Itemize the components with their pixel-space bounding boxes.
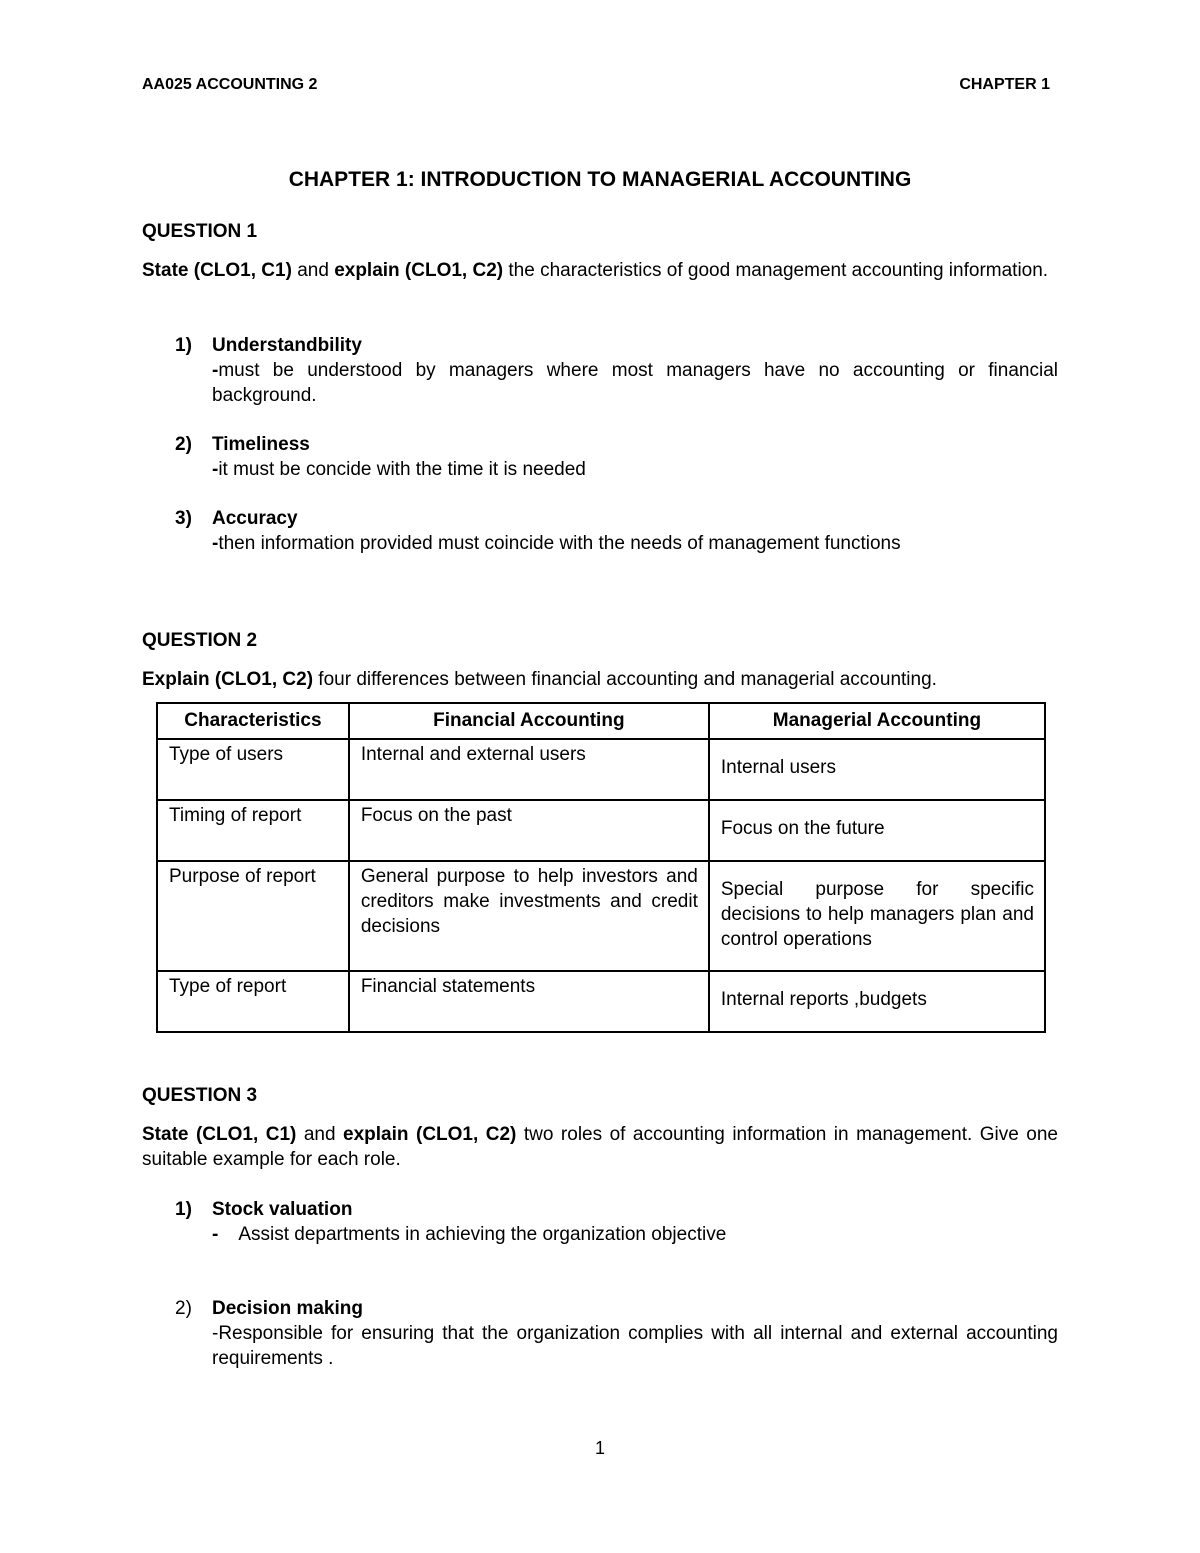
table-row [157, 800, 1045, 861]
page-title: CHAPTER 1: INTRODUCTION TO MANAGERIAL ACCOUNTING [288, 168, 912, 191]
q3-prompt-bold-1: State (CLO1, C1) [142, 1124, 297, 1145]
question-2-label: QUESTION 2 [142, 630, 258, 651]
table-cell-managerial: Focus on the future [709, 800, 1045, 861]
question-3-label: QUESTION 3 [142, 1085, 258, 1106]
q1-item-number: 1) [175, 335, 192, 356]
q1-item-heading: Understandbility [212, 335, 362, 356]
table-cell-characteristic: Type of report [157, 971, 349, 1032]
question-1-label: QUESTION 1 [142, 221, 258, 242]
table-cell-managerial: Internal users [709, 739, 1045, 800]
table-row [157, 971, 1045, 1032]
table-row [157, 861, 1045, 971]
question-3-prompt [142, 1122, 1058, 1172]
q1-item-description [212, 457, 1058, 482]
q3-prompt-text-2: two roles of accounting information in management. Give one suitable example for each role. [142, 1124, 1058, 1170]
question-2-prompt [142, 667, 1058, 692]
q1-item [175, 506, 1058, 556]
dash: - [212, 1224, 219, 1245]
q1-prompt-text-2: the characteristics of good management accounting information. [503, 260, 1049, 281]
q1-item [175, 432, 1058, 482]
table-cell-managerial: Special purpose for specific decisions to help managers plan and control operations [709, 861, 1045, 971]
q3-item [175, 1197, 1058, 1247]
q3-prompt-bold-2: explain (CLO1, C2) [343, 1124, 517, 1145]
q3-item-number: 2) [175, 1298, 192, 1319]
q3-item [175, 1296, 1058, 1371]
table-cell-characteristic: Purpose of report [157, 861, 349, 971]
header-chapter: CHAPTER 1 [959, 76, 1050, 93]
header-course: AA025 ACCOUNTING 2 [142, 76, 318, 93]
q1-item-description-text: then information provided must coincide with the needs of management functions [218, 533, 901, 554]
q1-prompt-text-1: and [291, 260, 335, 281]
q3-item-description [212, 1321, 1058, 1371]
dash: - [212, 1323, 219, 1344]
q1-item-description [212, 531, 1058, 556]
q3-prompt-text-1: and [296, 1124, 344, 1145]
q3-item-description [212, 1222, 1058, 1247]
q2-prompt-bold-1: Explain (CLO1, C2) [142, 669, 314, 690]
table-cell-financial: Financial statements [349, 971, 709, 1032]
q3-item-description-text: Responsible for ensuring that the organization complies with all internal and external accounting requirements . [212, 1323, 1058, 1369]
q1-item-heading: Timeliness [212, 434, 310, 455]
q1-item-number: 2) [175, 434, 192, 455]
q3-item-number: 1) [175, 1199, 192, 1220]
q1-item-description [212, 358, 1058, 408]
table-cell-managerial: Internal reports ,budgets [709, 971, 1045, 1032]
q2-prompt-text-1: four differences between financial accounting and managerial accounting. [313, 669, 937, 690]
q1-item [175, 333, 1058, 408]
dash: - [212, 459, 219, 480]
table-cell-characteristic: Timing of report [157, 800, 349, 861]
q3-item-heading: Decision making [212, 1298, 363, 1319]
table-header-managerial: Managerial Accounting [709, 703, 1045, 739]
q3-item-heading: Stock valuation [212, 1199, 353, 1220]
table-cell-characteristic: Type of users [157, 739, 349, 800]
q3-item-description-text: Assist departments in achieving the organization objective [238, 1224, 727, 1245]
dash: - [212, 360, 219, 381]
comparison-table [156, 702, 1046, 1033]
q1-item-description-text: must be understood by managers where most managers have no accounting or financial background. [212, 360, 1058, 406]
q1-prompt-bold-2: explain (CLO1, C2) [334, 260, 504, 281]
question-1-prompt [142, 258, 1058, 283]
table-header-financial: Financial Accounting [349, 703, 709, 739]
q1-item-number: 3) [175, 508, 192, 529]
q1-item-description-text: it must be concide with the time it is needed [218, 459, 586, 480]
dash: - [212, 533, 219, 554]
table-cell-financial: General purpose to help investors and creditors make investments and credit decisions [349, 861, 709, 971]
q1-prompt-bold-1: State (CLO1, C1) [142, 260, 292, 281]
table-cell-financial: Focus on the past [349, 800, 709, 861]
table-header-characteristics: Characteristics [157, 703, 349, 739]
table-header-row [157, 703, 1045, 739]
q1-item-heading: Accuracy [212, 508, 298, 529]
page-number: 1 [594, 1438, 605, 1458]
table-row [157, 739, 1045, 800]
table-cell-financial: Internal and external users [349, 739, 709, 800]
